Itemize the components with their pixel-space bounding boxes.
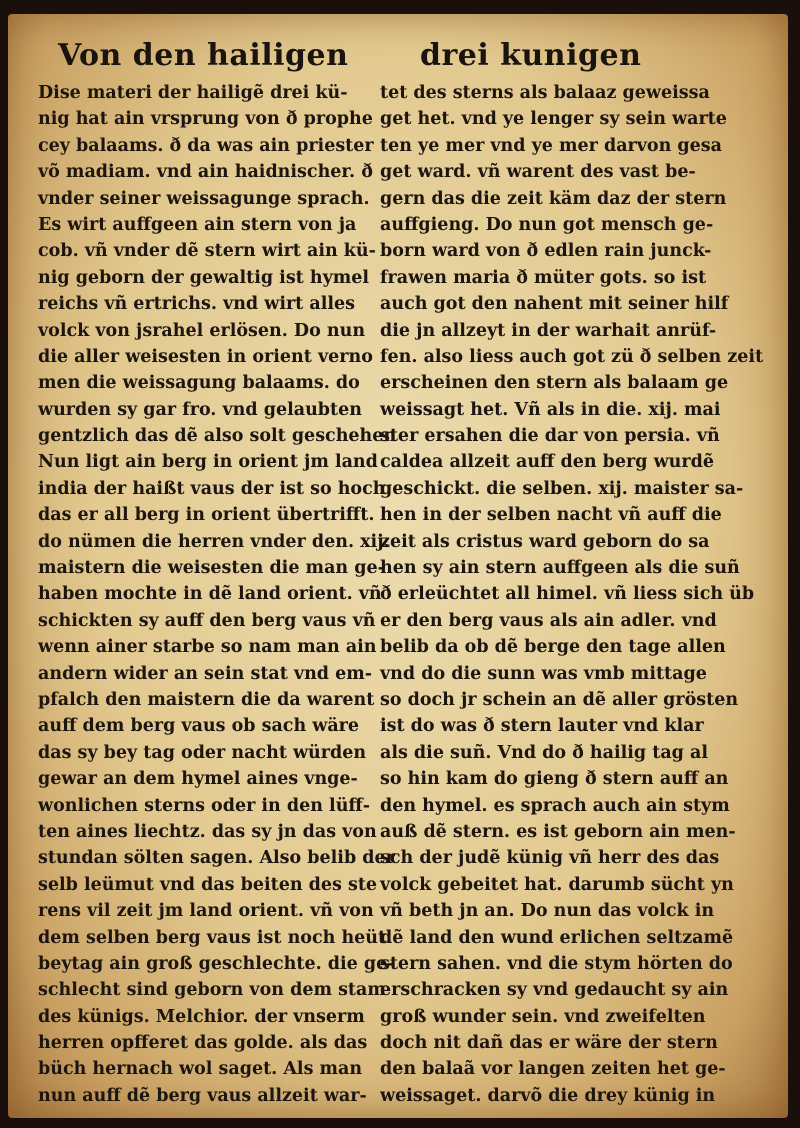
text-line: beytag ain groß geschlechte. die ge- <box>38 953 395 974</box>
text-line: so hin kam do gieng ð stern auff an <box>380 769 729 790</box>
text-line: fen. also liess auch got zü ð selben zeit <box>380 346 764 367</box>
text-line: gewar an dem hymel aines vnge- <box>38 769 358 790</box>
text-line: die jn allzeyt in der warhait anrüf- <box>380 320 717 341</box>
text-line: Dise materi der hailigẽ drei kü- <box>38 83 348 103</box>
text-line: haben mochte in dẽ land orient. vñ <box>38 584 382 605</box>
text-column-left <box>38 80 397 1109</box>
text-line: vnder seiner weissagunge sprach. <box>38 188 370 209</box>
text-line: india der haißt vaus der ist so hoch <box>38 478 386 499</box>
text-line: ist do was ð stern lauter vnd klar <box>380 716 704 737</box>
text-line: schickten sy auff den berg vaus vñ <box>38 610 376 631</box>
text-line: pfalch den maistern die da warent <box>38 689 375 710</box>
text-line: die aller weisesten in orient verno <box>38 346 373 367</box>
text-line: schlecht sind geborn von dem stam <box>38 980 386 1001</box>
text-line: ð erleüchtet all himel. vñ liess sich üb <box>380 584 755 605</box>
text-line: erschracken sy vnd gedaucht sy ain <box>380 980 729 1001</box>
text-line: zeit als cristus ward geborn do sa <box>380 531 710 552</box>
text-line: maistern die weisesten die man ge- <box>38 558 385 579</box>
text-line: get ward. vñ warent des vast be- <box>380 162 696 183</box>
text-line: weissaget. darvõ die drey künig in <box>380 1085 716 1106</box>
text-line: rens vil zeit jm land orient. vñ von <box>38 901 374 922</box>
text-line: dem selben berg vaus ist noch heüt <box>38 927 387 948</box>
text-line: Es wirt auffgeen ain stern von ja <box>38 214 357 235</box>
text-line: frawen maria ð müter gots. so ist <box>380 267 707 288</box>
text-line: men die weissagung balaams. do <box>38 373 360 394</box>
text-line: cob. vñ vnder dẽ stern wirt ain kü- <box>38 241 376 262</box>
text-line: erscheinen den stern als balaam ge <box>380 373 729 394</box>
text-line: sch der judẽ künig vñ herr des das <box>380 848 720 869</box>
manuscript-page <box>8 14 788 1118</box>
text-line: volck gebeitet hat. darumb sücht yn <box>380 874 734 895</box>
text-line: tet des sterns als balaaz geweissa <box>380 83 710 103</box>
text-line: er den berg vaus als ain adler. vnd <box>380 610 717 631</box>
text-line: selb leümut vnd das beiten des ste <box>38 874 378 895</box>
text-line: vñ beth jn an. Do nun das volck in <box>380 901 715 922</box>
text-line: get het. vnd ye lenger sy sein warte <box>380 109 727 130</box>
text-line: groß wunder sein. vnd zweifelten <box>380 1006 706 1027</box>
text-line: gentzlich das dẽ also solt geschehen <box>38 426 397 447</box>
text-line: reichs vñ ertrichs. vnd wirt alles <box>38 294 355 315</box>
text-line: nig hat ain vrsprung von ð prophe <box>38 109 373 130</box>
text-line: herren opfferet das golde. als das <box>38 1033 368 1054</box>
text-line: hen in der selben nacht vñ auff die <box>380 505 722 526</box>
text-line: do nümen die herren vnder den. xij. <box>38 531 390 552</box>
text-line: ten ye mer vnd ye mer darvon gesa <box>380 135 722 156</box>
text-line: caldea allzeit auff den berg wurdẽ <box>380 452 714 473</box>
text-line: als die suñ. Vnd do ð hailig tag al <box>380 742 708 763</box>
text-line: vnd do die sunn was vmb mittage <box>380 663 707 684</box>
text-line: wurden sy gar fro. vnd gelaubten <box>38 399 362 420</box>
text-line: auch got den nahent mit seiner hilf <box>380 294 729 315</box>
heading-right: drei kunigen <box>420 38 642 73</box>
text-line: weissagt het. Vñ als in die. xij. mai <box>380 399 721 420</box>
text-line: büch hernach wol saget. Als man <box>38 1059 363 1080</box>
text-line: born ward von ð edlen rain junck- <box>380 241 712 262</box>
text-line: stern sahen. vnd die stym hörten do <box>380 953 733 974</box>
text-line: stundan sölten sagen. Also belib der <box>38 848 395 869</box>
text-line: wenn ainer starbe so nam man ain <box>38 637 377 658</box>
text-column-right <box>380 80 764 1109</box>
text-line: andern wider an sein stat vnd em- <box>38 663 373 684</box>
text-line: gern das die zeit käm daz der stern <box>380 188 727 209</box>
text-line: ster ersahen die dar von persia. vñ <box>380 426 720 447</box>
text-line: das sy bey tag oder nacht würden <box>38 742 367 763</box>
text-line: cey balaams. ð da was ain priester <box>38 135 374 156</box>
text-line: geschickt. die selben. xij. maister sa- <box>380 478 744 499</box>
text-line: so doch jr schein an dẽ aller grösten <box>380 689 739 710</box>
text-line: dẽ land den wund erlichen seltzamẽ <box>380 927 734 948</box>
text-line: Nun ligt ain berg in orient jm land <box>38 452 378 473</box>
text-line: hen sy ain stern auffgeen als die suñ <box>380 558 740 579</box>
text-line: wonlichen sterns oder in den lüff- <box>38 795 371 816</box>
text-line: ten aines liechtz. das sy jn das von <box>38 821 377 842</box>
text-line: võ madiam. vnd ain haidnischer. ð <box>38 162 373 183</box>
text-line: den balaã vor langen zeiten het ge- <box>380 1059 726 1080</box>
text-line: den hymel. es sprach auch ain stym <box>380 795 730 816</box>
text-line: doch nit dañ das er wäre der stern <box>380 1033 718 1054</box>
text-line: des künigs. Melchior. der vnserm <box>38 1006 365 1027</box>
heading-left: Von den hailigen <box>58 38 349 73</box>
text-line: auff dem berg vaus ob sach wäre <box>38 716 360 737</box>
text-line: nig geborn der gewaltig ist hymel <box>38 267 370 288</box>
text-line: nun auff dẽ berg vaus allzeit war- <box>38 1085 367 1106</box>
text-line: volck von jsrahel erlösen. Do nun <box>38 320 366 341</box>
text-line: belib da ob dẽ berge den tage allen <box>380 637 726 658</box>
text-line: das er all berg in orient übertrifft. <box>38 505 375 526</box>
page-heading <box>58 38 758 82</box>
text-line: auß dẽ stern. es ist geborn ain men- <box>380 821 736 842</box>
text-line: auffgieng. Do nun got mensch ge- <box>380 214 714 235</box>
